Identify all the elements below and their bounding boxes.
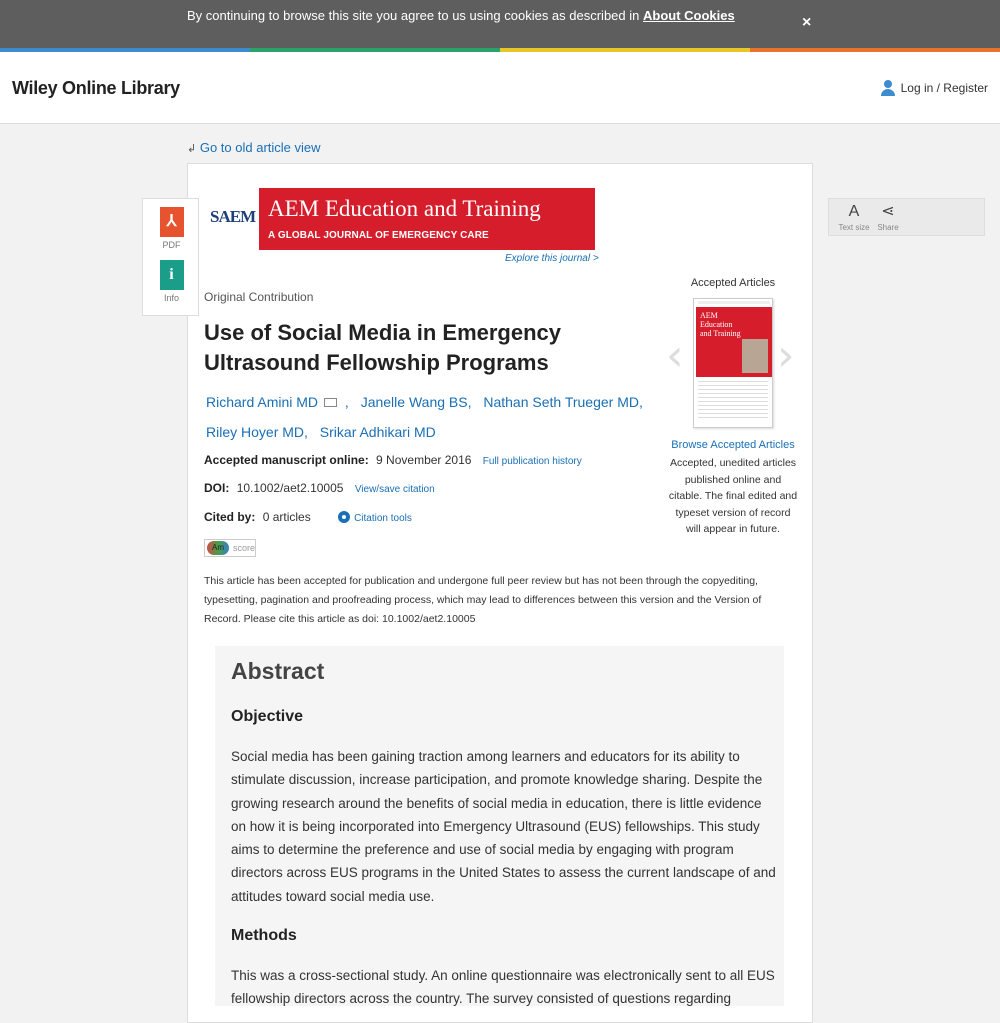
old-view-label: Go to old article view (199, 140, 321, 155)
author-link[interactable]: Riley Hoyer MD, (206, 424, 308, 440)
objective-text: Social media has been gaining traction among learners and educators for its ability to stimulate discussion, increase participation, and promote knowledge sharing. Despite the growing research around the benefits of social media in education, there is little evidence on how it is being incorporated into Emergency Ultrasound (EUS) fellowships. This study aims to determine the preference and use of social media by engaging with program directors across EUS programs in the United States to assess the current landscape of and attitudes toward social media use. (231, 749, 776, 904)
article-tools-panel (142, 198, 199, 316)
author-link[interactable]: Nathan Seth Trueger MD, (483, 394, 643, 410)
cookie-message (187, 8, 735, 23)
publication-history-link[interactable]: Full publication history (482, 456, 582, 467)
site-header (0, 52, 1000, 124)
cited-value: 0 articles (262, 510, 311, 524)
pdf-label: PDF (162, 240, 181, 250)
chevron-right-icon[interactable]: › (777, 330, 795, 381)
about-cookies-link[interactable]: About Cookies (643, 8, 735, 23)
journal-banner[interactable] (259, 188, 595, 250)
share-label: Share (877, 223, 899, 232)
cover-photo (742, 339, 768, 373)
cited-label: Cited by: (204, 510, 256, 524)
mail-icon[interactable] (324, 398, 337, 407)
browse-accepted-articles-link[interactable]: Browse Accepted Articles (671, 439, 795, 451)
altmetric-score: score (232, 543, 255, 553)
abstract-section (215, 646, 784, 1006)
login-register-link[interactable] (881, 80, 988, 96)
share-button[interactable] (871, 201, 905, 232)
doi-label: DOI: (204, 481, 230, 495)
methods-heading: Methods (231, 927, 297, 944)
view-citation-link[interactable]: View/save citation (354, 484, 435, 495)
reader-tools (828, 198, 985, 236)
pdf-button[interactable] (143, 207, 200, 250)
author-link[interactable]: Richard Amini MD (206, 394, 319, 410)
citation-tools-link[interactable]: Citation tools (354, 513, 412, 524)
author-list: Richard Amini MD , Janelle Wang BS, Nathan Seth Trueger MD, Riley Hoyer MD, Srikar Adhikari MD (206, 394, 643, 440)
accepted-date-row (204, 453, 582, 467)
cookie-text: By continuing to browse this site you agree to us using cookies as described in (187, 8, 640, 23)
login-label: Log in / Register (900, 81, 988, 95)
abstract-heading: Abstract (231, 658, 325, 684)
old-article-view-link[interactable] (187, 140, 321, 155)
text-size-button[interactable] (837, 201, 871, 232)
journal-tagline: A GLOBAL JOURNAL OF EMERGENCY CARE (268, 230, 489, 241)
accepted-article-note: This article has been accepted for publication and undergone full peer review but has not been through the copyediting, typesetting, pagination and proofreading process, which may lead to differences between this version and the Version of Record. Please cite this article as doi: 10.1002/aet2.10005 (204, 575, 762, 625)
info-icon: i (160, 260, 184, 290)
journal-name: AEM Education and Training (268, 196, 541, 221)
accepted-articles-description: Accepted, unedited articles published online and citable. The final edited and typeset version of record will appear in future. (668, 457, 798, 535)
article-section: Original Contribution (204, 290, 314, 304)
altmetric-icon: Am (207, 541, 229, 555)
explore-journal-link[interactable]: Explore this journal > (505, 253, 599, 264)
accepted-label: Accepted manuscript online: (204, 453, 369, 467)
cover-title: AEM Education and Training (700, 311, 741, 338)
accepted-date: 9 November 2016 (376, 453, 472, 467)
article-title: Use of Social Media in Emergency Ultrasound Fellowship Programs (204, 320, 562, 375)
chevron-left-icon[interactable]: ‹ (666, 330, 684, 381)
info-label: Info (163, 293, 179, 303)
author-link[interactable]: Janelle Wang BS, (360, 394, 472, 410)
user-icon (881, 80, 895, 96)
gear-icon (338, 511, 350, 523)
accepted-articles-heading: Accepted Articles (690, 277, 776, 289)
close-icon[interactable]: × (802, 14, 812, 31)
info-button[interactable] (143, 260, 200, 303)
author-link[interactable]: Srikar Adhikari MD (319, 424, 436, 440)
doi-value: 10.1002/aet2.10005 (236, 481, 344, 495)
cookie-banner (0, 0, 1000, 50)
site-logo[interactable]: Wiley Online Library (12, 78, 180, 98)
methods-text: This was a cross-sectional study. An online questionnaire was electronically sent to all EUS fellowship directors across the country. The survey consisted of questions regarding (231, 968, 775, 1007)
cover-header-strip (698, 301, 770, 304)
objective-heading: Objective (231, 708, 304, 725)
journal-cover[interactable] (693, 298, 773, 428)
cited-by-row (204, 510, 412, 524)
text-size-icon: A (848, 203, 860, 220)
text-size-label: Text size (838, 223, 870, 232)
share-icon: ⋖ (881, 203, 895, 220)
saem-logo[interactable]: SAEM (210, 207, 256, 226)
altmetric-badge[interactable] (204, 539, 256, 557)
cover-text-lines (698, 381, 768, 421)
return-arrow-icon: ↲ (187, 143, 197, 155)
pdf-icon: ⅄ (160, 207, 184, 237)
doi-row (204, 481, 435, 495)
